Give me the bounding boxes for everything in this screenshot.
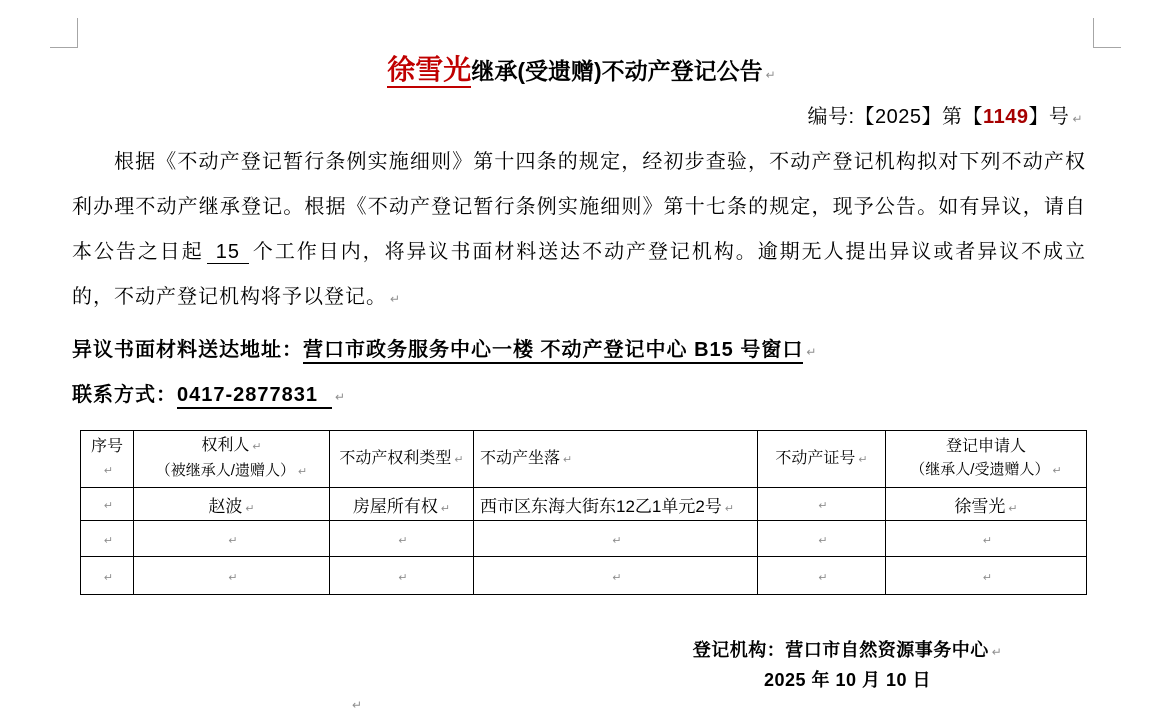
body-paragraph xyxy=(72,140,1086,322)
cell-right-type xyxy=(330,557,474,595)
registration-table xyxy=(80,430,1087,595)
paragraph-mark: ↵ xyxy=(858,453,868,466)
header-certificate-number: 不动产证号 ↵ xyxy=(758,431,886,488)
body-text-before-days: 根据《不动产登记暂行条例实施细则》第十四条的规定，经初步查验，不动产登记机构拟对下列不动产权利办理不动产继承登记。根据《不动产登记暂行条例实施细则》第十七条的规定，现予公告。如有异议，请自本公告之日起 xyxy=(72,151,1086,263)
paragraph-mark: ↵ xyxy=(228,534,238,547)
cell-serial xyxy=(81,557,134,595)
doc-number-suffix: 】号 xyxy=(1028,106,1070,128)
registration-agency-line: 登记机构：营口市自然资源事务中心 ↵ xyxy=(692,640,1003,660)
paragraph-mark: ↵ xyxy=(245,502,255,515)
paragraph-mark: ↵ xyxy=(991,645,1003,659)
date-line: 2025 年 10 月 10 日 xyxy=(763,670,932,690)
doc-number-value: 1149 xyxy=(983,106,1029,128)
paragraph-mark: ↵ xyxy=(103,465,114,477)
cell-certificate-number xyxy=(758,521,886,557)
body-text-after-days: 个工作日内，将异议书面材料送达不动产登记机构。逾期无人提出异议或者异议不成立的，不动产登记机构将予以登记。 xyxy=(72,241,1087,308)
text-boundary-mark-top-right-vertical xyxy=(1093,18,1094,47)
paragraph-mark: ↵ xyxy=(724,502,735,515)
text-boundary-mark-top-left-vertical xyxy=(77,18,78,47)
paragraph-mark: ↵ xyxy=(454,453,464,466)
paragraph-mark: ↵ xyxy=(818,571,828,584)
paragraph-mark: ↵ xyxy=(297,466,308,478)
paragraph-mark: ↵ xyxy=(252,441,262,453)
cell-property-location xyxy=(474,557,758,595)
paragraph-mark: ↵ xyxy=(103,534,114,547)
header-serial-number: 序号↵ xyxy=(81,431,134,488)
cell-applicant xyxy=(886,521,1087,557)
cell-right-type xyxy=(330,521,474,557)
doc-number-prefix: 编号:【2025】第【 xyxy=(807,106,984,128)
objection-address-line xyxy=(72,333,817,362)
paragraph-mark: ↵ xyxy=(440,502,451,515)
paragraph-mark: ↵ xyxy=(1072,112,1083,126)
table-row xyxy=(81,521,1087,557)
table-row xyxy=(81,557,1087,595)
paragraph-mark: ↵ xyxy=(563,453,573,466)
paragraph-mark: ↵ xyxy=(335,390,347,404)
cell-applicant xyxy=(886,557,1087,595)
cell-certificate-number xyxy=(758,557,886,595)
table-row xyxy=(81,488,1087,521)
header-rights-holder: 权利人 ↵ （被继承人/遗赠人） ↵ xyxy=(134,431,330,488)
paragraph-mark: ↵ xyxy=(1052,465,1062,477)
paragraph-mark: ↵ xyxy=(818,500,828,512)
table-header-row xyxy=(81,431,1087,488)
contact-label: 联系方式： xyxy=(72,384,177,406)
paragraph-mark: ↵ xyxy=(398,534,408,547)
page-title xyxy=(0,48,1163,88)
cell-applicant: 徐雪光 ↵ xyxy=(886,488,1087,521)
header-property-location: 不动产坐落 ↵ xyxy=(474,431,758,488)
paragraph-mark: ↵ xyxy=(103,500,114,512)
footer-block xyxy=(615,636,1080,694)
paragraph-mark: ↵ xyxy=(398,571,408,584)
paragraph-mark: ↵ xyxy=(228,571,238,584)
cell-rights-holder: 赵波 ↵ xyxy=(134,488,330,521)
paragraph-mark: ↵ xyxy=(806,345,818,359)
paragraph-mark: ↵ xyxy=(982,571,993,584)
paragraph-mark: ↵ xyxy=(982,534,993,547)
paragraph-mark: ↵ xyxy=(1008,502,1018,515)
cell-property-location: 西市区东海大街东12乙1单元2号 ↵ xyxy=(474,488,758,521)
contact-phone-value: 0417-2877831 xyxy=(177,384,332,409)
paragraph-mark: ↵ xyxy=(390,292,402,306)
title-text: 继承(受遗赠)不动产登记公告 xyxy=(471,58,763,84)
header-registration-applicant: 登记申请人 （继承人/受遗赠人） ↵ xyxy=(886,431,1087,488)
paragraph-mark: ↵ xyxy=(103,571,114,584)
cell-certificate-number xyxy=(758,488,886,521)
paragraph-mark: ↵ xyxy=(818,534,828,547)
cell-rights-holder xyxy=(134,557,330,595)
doc-number-line xyxy=(807,100,1083,129)
paragraph-mark: ↵ xyxy=(352,698,363,712)
contact-line xyxy=(72,378,346,407)
cell-right-type: 房屋所有权 ↵ xyxy=(330,488,474,521)
title-applicant-name: 徐雪光 xyxy=(387,54,471,88)
paragraph-mark: ↵ xyxy=(612,571,622,584)
paragraph-mark: ↵ xyxy=(612,534,622,547)
objection-days-value: 15 xyxy=(207,241,249,264)
cell-rights-holder xyxy=(134,521,330,557)
cell-property-location xyxy=(474,521,758,557)
header-right-type: 不动产权利类型 ↵ xyxy=(330,431,474,488)
paragraph-mark: ↵ xyxy=(765,68,776,82)
address-value: 营口市政务服务中心一楼 不动产登记中心 B15 号窗口 xyxy=(303,339,803,364)
cell-serial xyxy=(81,521,134,557)
address-label: 异议书面材料送达地址： xyxy=(72,339,303,361)
cell-serial xyxy=(81,488,134,521)
